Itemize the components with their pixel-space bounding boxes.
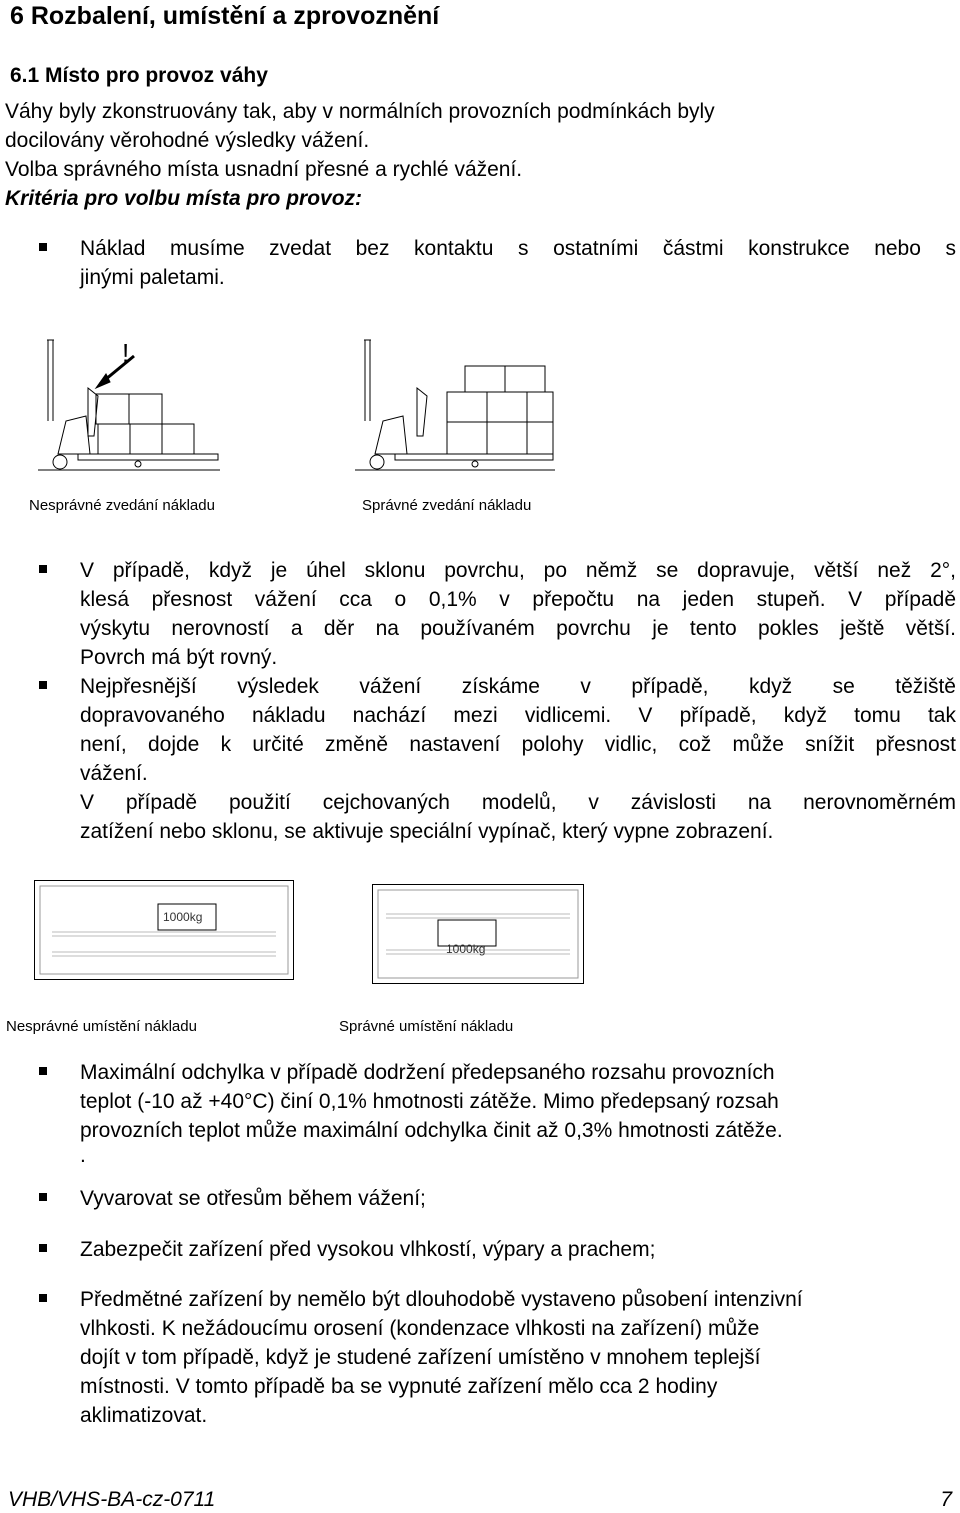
bullet-text: V případě použití cejchovaných modelů, v závislosti na nerovnoměrném bbox=[80, 791, 956, 814]
bullet-text: teplot (-10 až +40°C) činí 0,1% hmotnosti zátěže. Mimo předepsaný rozsah bbox=[80, 1090, 779, 1113]
criteria-label: Kritéria pro volbu místa pro provoz: bbox=[5, 187, 363, 210]
bullet-text: Vyvarovat se otřesům během vážení; bbox=[80, 1187, 426, 1210]
bullet-text: Předmětné zařízení by nemělo být dlouhodobě vystaveno působení intenzivní bbox=[80, 1288, 803, 1311]
bullet-text: zatížení nebo sklonu, se aktivuje speciální vypínač, který vypne zobrazení. bbox=[80, 820, 774, 843]
load-label-right: 1000kg bbox=[446, 942, 486, 956]
intro-line: Váhy byly zkonstruovány tak, aby v normálních provozních podmínkách byly bbox=[5, 100, 715, 123]
bullet-marker bbox=[39, 1067, 47, 1075]
bullet-marker bbox=[39, 1244, 47, 1252]
bullet-text: Maximální odchylka v případě dodržení předepsaného rozsahu provozních bbox=[80, 1061, 775, 1084]
bullet-text: Náklad musíme zvedat bez kontaktu s ostatními částmi konstrukce nebo s bbox=[80, 237, 956, 260]
bullet-text: dojít v tom případě, když je studené zařízení umístěno v mnohem teplejší bbox=[80, 1346, 761, 1369]
bullet-text: . bbox=[80, 1144, 86, 1167]
bullet-text: není, dojde k určité změně nastavení polohy vidlic, což může snížit přesnost bbox=[80, 733, 956, 756]
bullet-marker bbox=[39, 565, 47, 573]
bullet-text: vlhkosti. K nežádoucímu orosení (kondenzace vlhkosti na zařízení) může bbox=[80, 1317, 760, 1340]
bullet-text: vážení. bbox=[80, 762, 148, 785]
bullet-text: Nejpřesnější výsledek vážení získáme v případě, když se těžiště bbox=[80, 675, 956, 698]
bullet-text: Zabezpečit zařízení před vysokou vlhkostí, výpary a prachem; bbox=[80, 1238, 656, 1261]
bullet-text: V případě, když je úhel sklonu povrchu, po němž se dopravuje, větší než 2°, bbox=[80, 559, 956, 582]
figure-caption-wrong-placement: Nesprávné umístění nákladu bbox=[6, 1018, 197, 1035]
bullet-text: jinými paletami. bbox=[80, 266, 225, 289]
correct-lifting-illustration bbox=[355, 336, 555, 471]
figure-caption-wrong-lifting: Nesprávné zvedání nákladu bbox=[29, 497, 215, 514]
section-heading: 6 Rozbalení, umístění a zprovoznění bbox=[10, 2, 440, 30]
bullet-text: Povrch má být rovný. bbox=[80, 646, 278, 669]
bullet-marker bbox=[39, 1294, 47, 1302]
correct-placement-illustration bbox=[372, 884, 584, 984]
subsection-heading: 6.1 Místo pro provoz váhy bbox=[10, 64, 268, 87]
page-number: 7 bbox=[940, 1488, 952, 1511]
figure-caption-correct-placement: Správné umístění nákladu bbox=[339, 1018, 514, 1035]
bullet-marker bbox=[39, 243, 47, 251]
warning-mark: ! bbox=[122, 338, 130, 368]
bullet-text: výskytu nerovností a děr na používaném povrchu je tento pokles ještě větší. bbox=[80, 617, 956, 640]
figure-caption-correct-lifting: Správné zvedání nákladu bbox=[362, 497, 532, 514]
intro-line: Volba správného místa usnadní přesné a rychlé vážení. bbox=[5, 158, 523, 181]
bullet-text: provozních teplot může maximální odchylka činit až 0,3% hmotnosti zátěže. bbox=[80, 1119, 783, 1142]
intro-line: docilovány věrohodné výsledky vážení. bbox=[5, 129, 370, 152]
bullet-text: místnosti. V tomto případě ba se vypnuté zařízení mělo cca 2 hodiny bbox=[80, 1375, 718, 1398]
document-code: VHB/VHS-BA-cz-0711 bbox=[8, 1488, 216, 1511]
bullet-text: klesá přesnost vážení cca o 0,1% v přepočtu na jeden stupeň. V případě bbox=[80, 588, 956, 611]
bullet-marker bbox=[39, 681, 47, 689]
load-label-wrong: 1000kg bbox=[163, 910, 203, 924]
bullet-text: aklimatizovat. bbox=[80, 1404, 208, 1427]
wrong-placement-illustration bbox=[34, 880, 294, 980]
bullet-marker bbox=[39, 1193, 47, 1201]
bullet-text: dopravovaného nákladu nachází mezi vidlicemi. V případě, když tomu tak bbox=[80, 704, 956, 727]
